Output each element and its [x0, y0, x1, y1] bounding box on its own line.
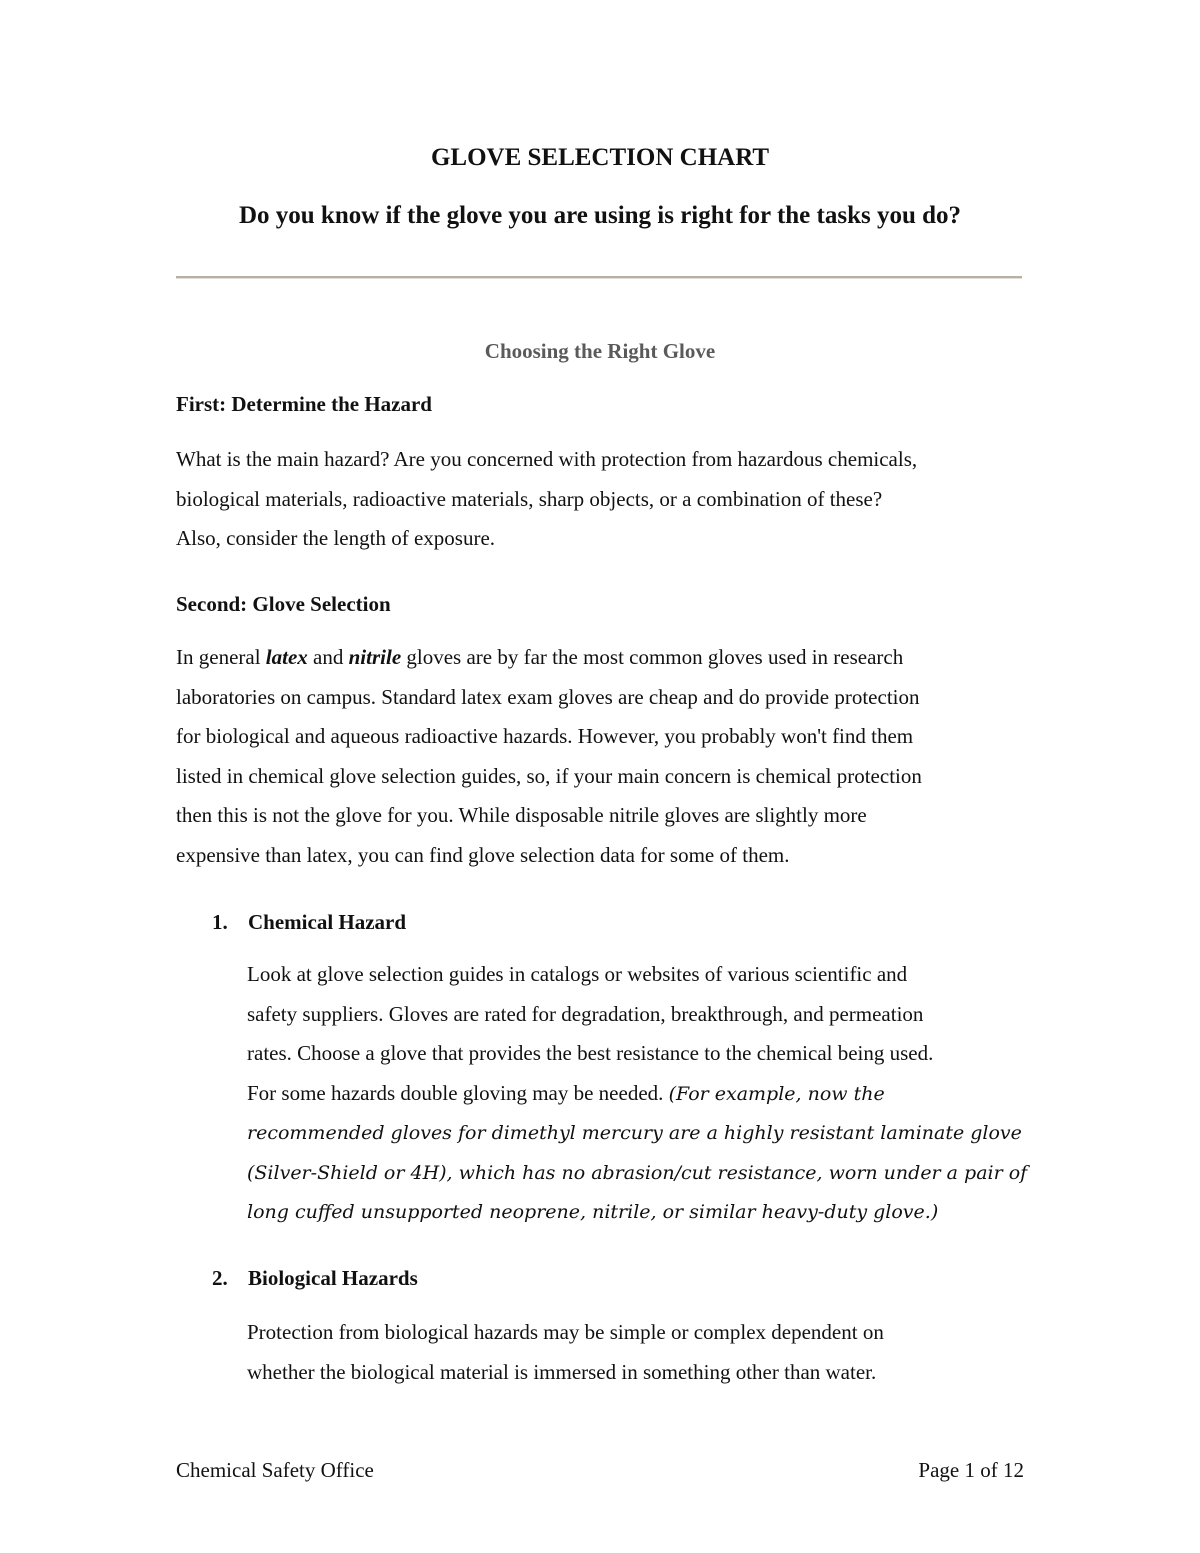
list-item-heading-chemical: [212, 907, 406, 937]
footer-office-name: Chemical Safety Office: [176, 1458, 374, 1482]
second-step-heading: Second: Glove Selection: [176, 592, 391, 616]
footer-page-number: Page 1 of 12: [918, 1458, 1024, 1482]
biological-hazard-paragraph: [247, 1313, 1047, 1392]
horizontal-divider: [176, 276, 1022, 279]
first-step-heading: First: Determine the Hazard: [176, 392, 432, 416]
emphasis-nitrile: nitrile: [348, 645, 402, 669]
italic-line: (Silver-Shield or 4H), which has no abrasion/cut resistance, worn under a pair of: [247, 1161, 1028, 1184]
text-run: gloves are by far the most common gloves used in research: [401, 645, 904, 669]
second-step-paragraph: [176, 638, 1036, 875]
paragraph-line: Protection from biological hazards may be simple or complex dependent on: [247, 1320, 884, 1344]
paragraph-line: listed in chemical glove selection guides, so, if your main concern is chemical protection: [176, 763, 922, 788]
text-run: and: [307, 645, 349, 669]
paragraph-line: safety suppliers. Gloves are rated for degradation, breakthrough, and permeation: [247, 1001, 924, 1026]
second-step-block: [176, 589, 1036, 619]
page-title: GLOVE SELECTION CHART: [430, 144, 770, 171]
list-number: 1.: [212, 910, 228, 934]
list-item-heading-biological: [212, 1263, 418, 1293]
italic-line: long cuffed unsupported neoprene, nitrile, or similar heavy-duty glove.): [247, 1201, 939, 1223]
paragraph-line: whether the biological material is immersed in something other than water.: [247, 1359, 877, 1384]
list-heading-text: Chemical Hazard: [248, 910, 407, 934]
chemical-hazard-paragraph: [247, 955, 1047, 1233]
paragraph-line: Also, consider the length of exposure.: [176, 526, 496, 550]
first-step-block: [176, 389, 1036, 419]
paragraph-line: for biological and aqueous radioactive hazards. However, you probably won't find them: [176, 724, 914, 748]
paragraph-line: then this is not the glove for you. While disposable nitrile gloves are slightly more: [176, 803, 867, 827]
paragraph-line: expensive than latex, you can find glove selection data for some of them.: [176, 842, 790, 867]
first-step-paragraph: [176, 440, 1036, 559]
text-run: In general: [176, 645, 266, 669]
text-run: For some hazards double gloving may be needed.: [247, 1080, 669, 1105]
list-heading-text: Biological Hazards: [248, 1266, 418, 1290]
page-subtitle: Do you know if the glove you are using is right for the tasks you do?: [238, 202, 962, 229]
italic-line: recommended gloves for dimethyl mercury are a highly resistant laminate glove: [247, 1122, 1022, 1144]
emphasis-latex: latex: [265, 645, 308, 669]
paragraph-line: rates. Choose a glove that provides the best resistance to the chemical being used.: [247, 1041, 934, 1065]
section-heading: Choosing the Right Glove: [484, 339, 716, 363]
italic-run: (For example, now the: [668, 1082, 885, 1105]
paragraph-line: Look at glove selection guides in catalogs or websites of various scientific and: [247, 962, 908, 986]
paragraph-line: laboratories on campus. Standard latex exam gloves are cheap and do provide protection: [176, 684, 920, 709]
paragraph-line: What is the main hazard? Are you concerned with protection from hazardous chemicals,: [176, 447, 918, 471]
list-number: 2.: [212, 1266, 228, 1290]
paragraph-line: biological materials, radioactive materials, sharp objects, or a combination of these?: [176, 486, 883, 511]
paragraph-line: [247, 1074, 1047, 1115]
paragraph-line: [176, 638, 1036, 678]
